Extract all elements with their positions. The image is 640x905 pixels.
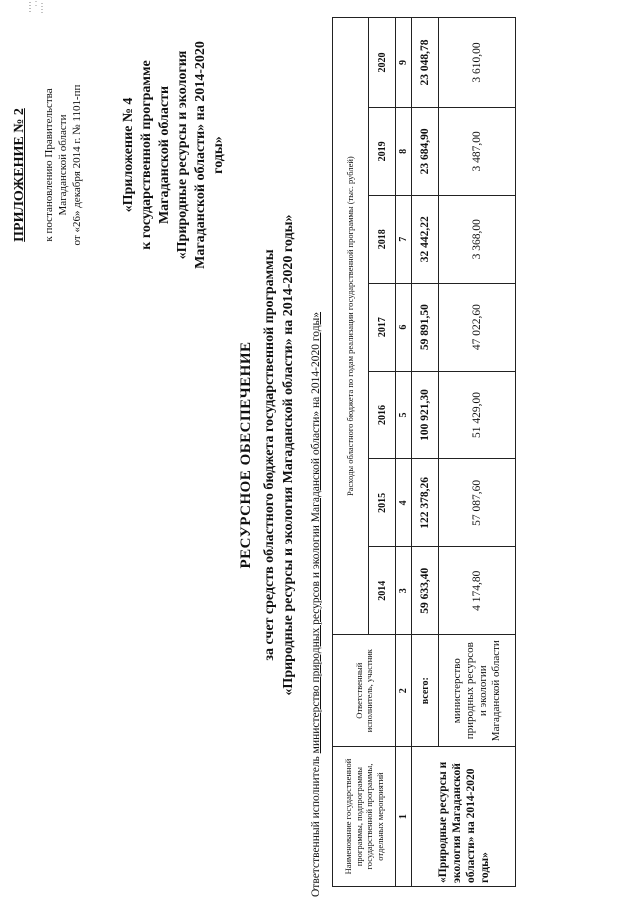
- total-value: 59 891,50: [412, 283, 439, 371]
- ministry-value: 3 368,00: [439, 195, 516, 283]
- total-value: 32 442,22: [412, 195, 439, 283]
- ministry-value: 51 429,00: [439, 371, 516, 459]
- header-executor: Ответственный исполнитель, участник: [333, 635, 396, 747]
- subtitle-line: за счет средств областного бюджета государственной программы: [262, 249, 277, 661]
- year-cell: 2018: [369, 195, 396, 283]
- ministry-value: 4 174,80: [439, 547, 516, 635]
- year-cell: 2014: [369, 547, 396, 635]
- column-number: 8: [396, 107, 412, 195]
- total-label-cell: всего:: [412, 635, 439, 747]
- year-cell: 2019: [369, 107, 396, 195]
- decree-line: от «26» декабря 2014 г. № 1101-пп: [71, 84, 83, 246]
- ministry-value: 57 087,60: [439, 459, 516, 547]
- ministry-value: 47 022,60: [439, 283, 516, 371]
- total-value: 23 684,90: [412, 107, 439, 195]
- column-number: 4: [396, 459, 412, 547]
- column-number: 9: [396, 18, 412, 108]
- year-cell: 2016: [369, 371, 396, 459]
- total-value: 122 378,26: [412, 459, 439, 547]
- year-cell: 2015: [369, 459, 396, 547]
- executor-label: Ответственный исполнитель: [310, 756, 322, 897]
- table-header-row: [333, 18, 369, 887]
- program-annex-line: Магаданской области» на 2014-2020: [193, 41, 208, 269]
- program-annex-line: Магаданской области: [157, 85, 172, 225]
- column-number: 6: [396, 283, 412, 371]
- ministry-value: 3 487,00: [439, 107, 516, 195]
- subtitle-line: «Природные ресурсы и экология Магаданской области» на 2014-2020 годы»: [281, 214, 296, 696]
- year-cell: 2020: [369, 18, 396, 108]
- program-name-cell: «Природные ресурсы и экология Магаданской области» на 2014-2020 годы»: [412, 747, 516, 887]
- column-number: 5: [396, 371, 412, 459]
- program-annex-line: к государственной программе: [139, 60, 154, 250]
- header-expenses: Расходы областного бюджета по годам реализации государственной программы (тыс. рублей): [333, 18, 369, 635]
- column-number: 1: [396, 747, 412, 887]
- column-number: 2: [396, 635, 412, 747]
- document-title: РЕСУРСНОЕ ОБЕСПЕЧЕНИЕ: [238, 341, 254, 569]
- responsible-executor: [310, 17, 322, 897]
- year-cell: 2017: [369, 283, 396, 371]
- document-subtitle: [260, 175, 298, 735]
- total-value: 59 633,40: [412, 547, 439, 635]
- column-number: 3: [396, 547, 412, 635]
- program-annex-line: «Приложение № 4: [121, 97, 136, 213]
- header-program-name: Наименование государственной программы, подпрограммы государственной программы, отдельных мероприятий: [333, 747, 396, 887]
- program-annex-line: годы»: [211, 136, 226, 174]
- annex-title: ПРИЛОЖЕНИЕ № 2: [12, 108, 27, 242]
- decree-line: Магаданской области: [57, 114, 69, 216]
- program-annex-line: «Природные ресурсы и экология: [175, 50, 190, 260]
- column-number: 7: [396, 195, 412, 283]
- column-numbers-row: [396, 18, 412, 887]
- total-value: 100 921,30: [412, 371, 439, 459]
- executor-name: министерство природных ресурсов и экологии Магаданской области» на 2014-2020 годы»: [310, 311, 322, 754]
- table-row-total: [412, 18, 439, 887]
- resource-table: [332, 17, 516, 887]
- decree-reference: [42, 35, 84, 295]
- ministry-label-cell: министерство природных ресурсов и экологии Магаданской области: [439, 635, 516, 747]
- decree-line: к постановлению Правительства: [43, 88, 55, 242]
- ministry-value: 3 610,00: [439, 18, 516, 108]
- total-value: 23 048,78: [412, 18, 439, 108]
- program-annex-block: [120, 25, 228, 285]
